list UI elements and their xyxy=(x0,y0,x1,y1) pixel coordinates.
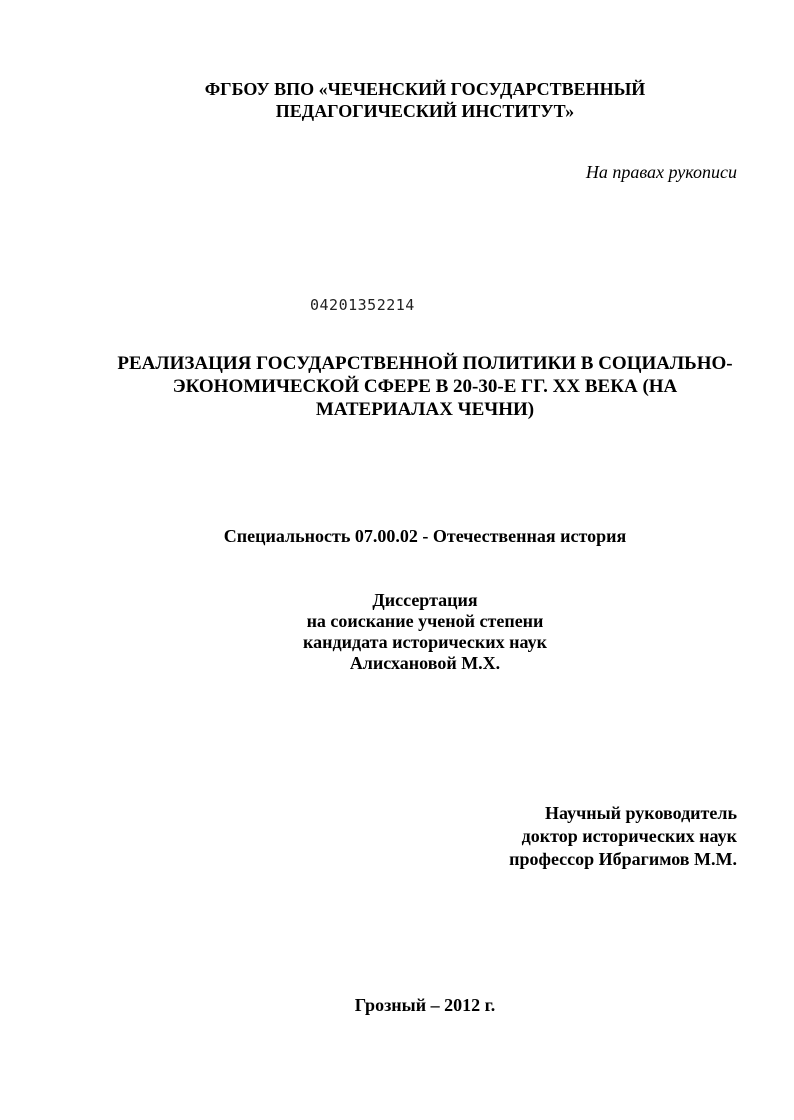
adviser-name: профессор Ибрагимов М.М. xyxy=(509,849,737,869)
title-line-2: ЭКОНОМИЧЕСКОЙ СФЕРЕ В 20-30-Е ГГ. ХХ ВЕКА (НА xyxy=(172,376,678,397)
dissertation-info xyxy=(0,590,794,674)
dissertation-title xyxy=(110,352,740,421)
degree-line-2: кандидата исторических наук xyxy=(303,632,547,652)
institution-header xyxy=(0,78,794,122)
title-line-1: РЕАЛИЗАЦИЯ ГОСУДАРСТВЕННОЙ ПОЛИТИКИ В СОЦИАЛЬНО- xyxy=(117,353,733,374)
specialty: Специальность 07.00.02 - Отечественная история xyxy=(223,526,627,546)
adviser-label: Научный руководитель xyxy=(545,803,737,823)
adviser-degree: доктор исторических наук xyxy=(521,826,737,846)
dissertation-label: Диссертация xyxy=(372,590,478,610)
author-name: Алисхановой М.Х. xyxy=(349,653,501,673)
institution-line-1: ФГБОУ ВПО «ЧЕЧЕНСКИЙ ГОСУДАРСТВЕННЫЙ xyxy=(204,79,646,99)
degree-line-1: на соискание ученой степени xyxy=(306,611,544,631)
registration-code: 04201352214 xyxy=(310,296,415,314)
title-line-3: МАТЕРИАЛАХ ЧЕЧНИ) xyxy=(315,399,535,420)
scientific-adviser xyxy=(509,802,737,871)
institution-line-2: ПЕДАГОГИЧЕСКИЙ ИНСТИТУТ» xyxy=(275,101,575,121)
place-and-year: Грозный – 2012 г. xyxy=(354,995,496,1015)
rights-note: На правах рукописи xyxy=(585,162,737,182)
